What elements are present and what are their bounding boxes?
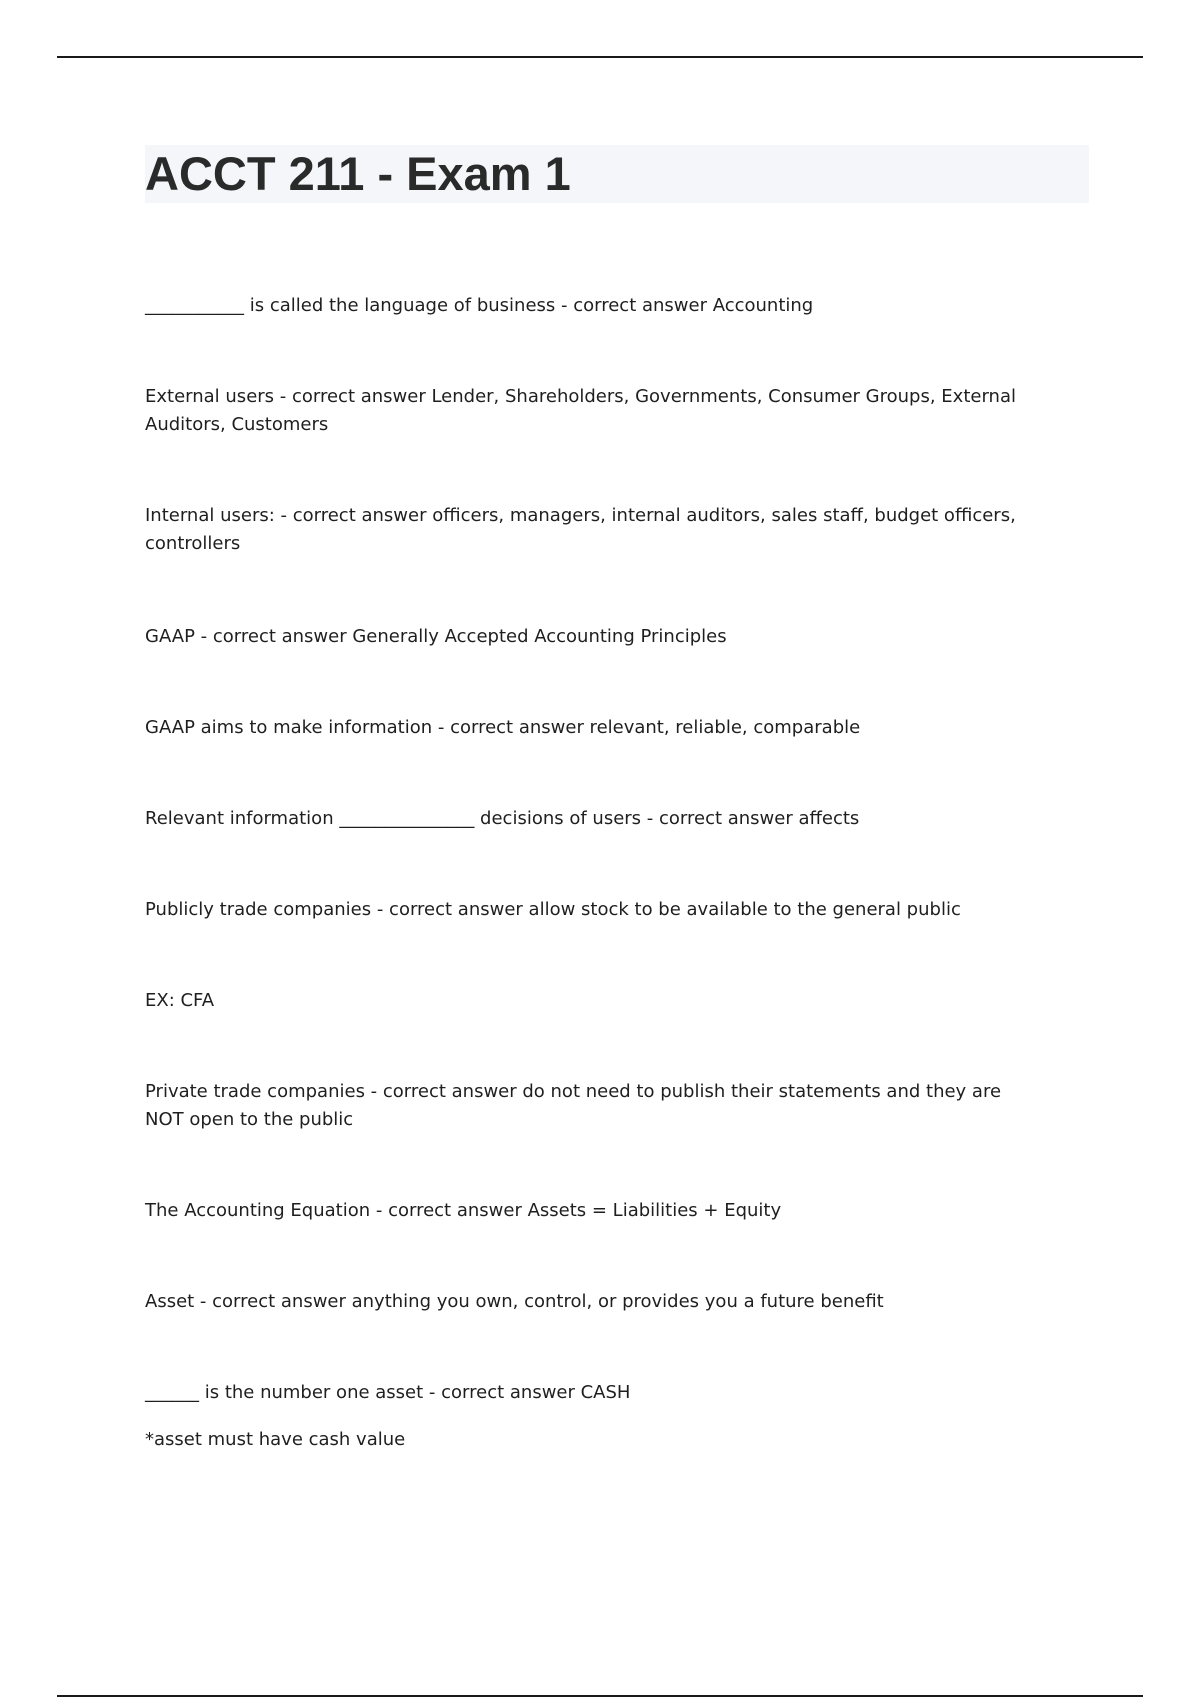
qa-item-10: The Accounting Equation - correct answer Assets = Liabilities + Equity [145,1200,782,1221]
qa-item-12: ______ is the number one asset - correct answer CASH [145,1382,631,1403]
bottom-rule [57,1695,1143,1697]
qa-item-9: Private trade companies - correct answer do not need to publish their statements and they are NOT open to the public [145,1081,1002,1130]
qa-item-3: Internal users: - correct answer officers, managers, internal auditors, sales staff, budget officers, controllers [145,505,1016,554]
qa-item-6: Relevant information _______________ decisions of users - correct answer affects [145,808,860,829]
qa-item-5: GAAP aims to make information - correct answer relevant, reliable, comparable [145,717,861,738]
qa-item-1: ___________ is called the language of business - correct answer Accounting [145,295,814,316]
qa-item-8: EX: CFA [145,990,215,1011]
document-title: ACCT 211 - Exam 1 [145,147,571,200]
qa-item-11: Asset - correct answer anything you own, control, or provides you a future benefit [145,1291,884,1312]
qa-item-7: Publicly trade companies - correct answer allow stock to be available to the general public [145,899,961,920]
qa-item-4: GAAP - correct answer Generally Accepted Accounting Principles [145,626,727,647]
qa-item-2: External users - correct answer Lender, Shareholders, Governments, Consumer Groups, External Auditors, Customers [145,386,1016,435]
qa-item-12-note: *asset must have cash value [145,1429,406,1450]
top-rule [57,56,1143,58]
